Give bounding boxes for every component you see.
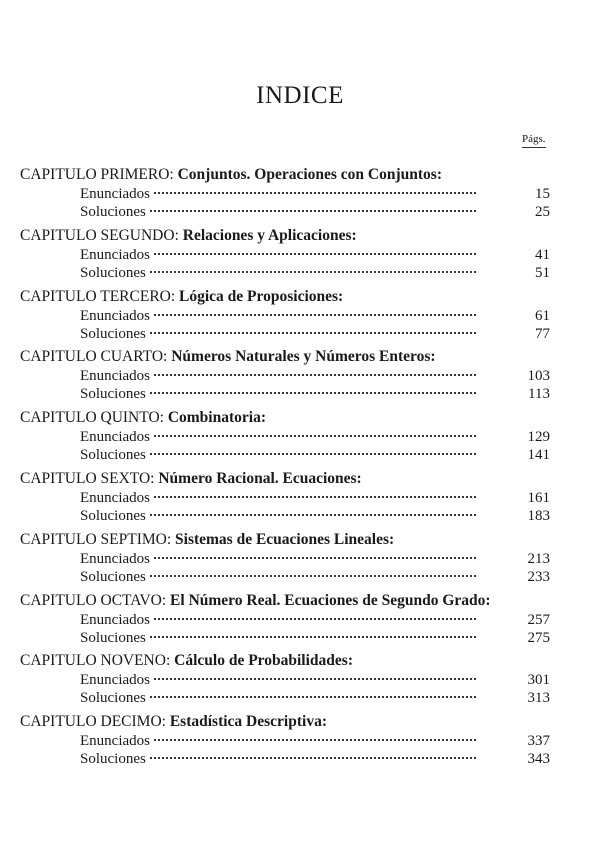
- chapter-label: CAPITULO PRIMERO:: [20, 166, 174, 183]
- entry-page-number: 275: [527, 629, 550, 646]
- entry-label: Soluciones: [80, 325, 146, 342]
- toc-chapter: [20, 651, 550, 707]
- toc-entry[interactable]: [80, 489, 550, 507]
- toc-entry[interactable]: [80, 550, 550, 568]
- chapter-label: CAPITULO OCTAVO:: [20, 591, 167, 609]
- entry-page-number: 25: [535, 204, 550, 220]
- chapter-label: CAPITULO SEPTIMO:: [20, 530, 172, 548]
- entry-page-number: 233: [527, 568, 550, 585]
- chapter-label: CAPITULO DECIMO:: [20, 713, 166, 731]
- chapter-heading: [20, 347, 550, 367]
- chapter-heading: [20, 226, 550, 246]
- chapter-topic: Lógica de Proposiciones:: [179, 287, 344, 305]
- toc-chapter: [20, 712, 550, 768]
- chapter-topic: Sistemas de Ecuaciones Lineales:: [175, 530, 395, 548]
- chapter-topic: El Número Real. Ecuaciones de Segundo Grado:: [170, 591, 491, 609]
- toc-chapter: [20, 165, 550, 221]
- entry-page-number: 51: [535, 264, 550, 281]
- chapter-label: CAPITULO TERCERO:: [20, 287, 176, 305]
- toc-entry[interactable]: [80, 689, 550, 707]
- dot-leader: [154, 435, 476, 437]
- dot-leader: [150, 271, 476, 273]
- chapter-topic: Conjuntos. Operaciones con Conjuntos:: [177, 166, 442, 183]
- entry-page-number: 77: [535, 325, 550, 342]
- entry-label: Soluciones: [80, 204, 146, 220]
- dot-leader: [154, 496, 476, 498]
- entry-label: Soluciones: [80, 568, 146, 585]
- entry-label: Soluciones: [80, 386, 146, 403]
- chapter-label: CAPITULO CUARTO:: [20, 348, 168, 366]
- toc-entry[interactable]: [80, 185, 550, 203]
- chapter-label: CAPITULO SEXTO:: [20, 470, 155, 487]
- chapter-heading: [20, 165, 550, 185]
- entry-label: Enunciados: [80, 550, 150, 567]
- entry-label: Soluciones: [80, 690, 146, 707]
- entry-label: Enunciados: [80, 611, 150, 628]
- dot-leader: [150, 514, 476, 516]
- dot-leader: [150, 575, 476, 577]
- dot-leader: [150, 757, 476, 759]
- entry-label: Enunciados: [80, 429, 150, 446]
- toc-chapter: [20, 287, 550, 343]
- entry-page-number: 41: [535, 246, 550, 263]
- pages-column-header: Págs.: [522, 133, 546, 148]
- chapter-topic: Cálculo de Probabilidades:: [174, 652, 353, 670]
- toc-entry[interactable]: [80, 307, 550, 325]
- dot-leader: [154, 253, 476, 255]
- toc-entry[interactable]: [80, 611, 550, 629]
- entry-page-number: 343: [527, 751, 550, 768]
- entry-label: Soluciones: [80, 629, 146, 646]
- entry-label: Enunciados: [80, 490, 150, 506]
- chapter-heading: [20, 712, 550, 732]
- toc-entry[interactable]: [80, 385, 550, 403]
- entry-label: Soluciones: [80, 264, 146, 281]
- entry-page-number: 301: [527, 672, 550, 689]
- entry-label: Enunciados: [80, 733, 150, 750]
- chapter-label: CAPITULO QUINTO:: [20, 409, 164, 427]
- entry-label: Enunciados: [80, 186, 150, 202]
- dot-leader: [154, 739, 476, 741]
- toc-chapter: [20, 347, 550, 403]
- dot-leader: [154, 678, 476, 680]
- entry-page-number: 103: [527, 368, 550, 385]
- entry-label: Enunciados: [80, 368, 150, 385]
- entry-page-number: 141: [527, 447, 550, 464]
- entry-label: Soluciones: [80, 508, 146, 524]
- dot-leader: [150, 453, 476, 455]
- chapter-topic: Estadística Descriptiva:: [169, 713, 327, 731]
- entry-label: Soluciones: [80, 447, 146, 464]
- chapter-heading: [20, 287, 550, 307]
- chapter-heading: [20, 408, 550, 428]
- chapter-heading: [20, 469, 550, 489]
- dot-leader: [150, 332, 476, 334]
- toc-entry[interactable]: [80, 446, 550, 464]
- dot-leader: [150, 210, 476, 212]
- toc-entry[interactable]: [80, 750, 550, 768]
- chapter-heading: [20, 591, 550, 611]
- dot-leader: [154, 374, 476, 376]
- entry-label: Soluciones: [80, 751, 146, 768]
- entry-page-number: 337: [527, 733, 550, 750]
- toc-entry[interactable]: [80, 507, 550, 525]
- entry-label: Enunciados: [80, 246, 150, 263]
- entry-page-number: 129: [527, 429, 550, 446]
- toc-chapter: [20, 226, 550, 282]
- toc-chapter: [20, 469, 550, 525]
- toc-entry[interactable]: [80, 568, 550, 586]
- toc-entry[interactable]: [80, 629, 550, 647]
- toc-chapter: [20, 530, 550, 586]
- entry-page-number: 183: [527, 508, 550, 524]
- toc-entry[interactable]: [80, 428, 550, 446]
- entry-page-number: 15: [535, 186, 550, 202]
- entry-page-number: 161: [527, 490, 550, 506]
- chapter-label: CAPITULO NOVENO:: [20, 652, 171, 670]
- dot-leader: [154, 192, 476, 194]
- dot-leader: [154, 557, 476, 559]
- entry-page-number: 61: [535, 307, 550, 324]
- chapter-label: CAPITULO SEGUNDO:: [20, 226, 179, 244]
- toc-entry[interactable]: [80, 246, 550, 264]
- chapter-topic: Números Naturales y Números Enteros:: [171, 348, 436, 366]
- entry-label: Enunciados: [80, 672, 150, 689]
- dot-leader: [150, 392, 476, 394]
- entry-page-number: 113: [528, 386, 550, 403]
- chapter-heading: [20, 651, 550, 671]
- toc-chapter: [20, 591, 550, 647]
- toc-entry[interactable]: [80, 367, 550, 385]
- entry-page-number: 313: [527, 690, 550, 707]
- toc-entry[interactable]: [80, 671, 550, 689]
- chapter-heading: [20, 530, 550, 550]
- toc-entry[interactable]: [80, 732, 550, 750]
- chapter-topic: Número Racional. Ecuaciones:: [158, 470, 362, 487]
- page-title: INDICE: [256, 82, 344, 109]
- entry-page-number: 213: [527, 550, 550, 567]
- toc-entry[interactable]: [80, 203, 550, 221]
- dot-leader: [150, 636, 476, 638]
- chapter-topic: Combinatoria:: [167, 409, 266, 427]
- chapter-topic: Relaciones y Aplicaciones:: [182, 226, 357, 244]
- dot-leader: [150, 696, 476, 698]
- entry-label: Enunciados: [80, 307, 150, 324]
- toc-chapter: [20, 408, 550, 464]
- dot-leader: [154, 618, 476, 620]
- toc-entry[interactable]: [80, 325, 550, 343]
- entry-page-number: 257: [527, 611, 550, 628]
- dot-leader: [154, 314, 476, 316]
- toc-entry[interactable]: [80, 264, 550, 282]
